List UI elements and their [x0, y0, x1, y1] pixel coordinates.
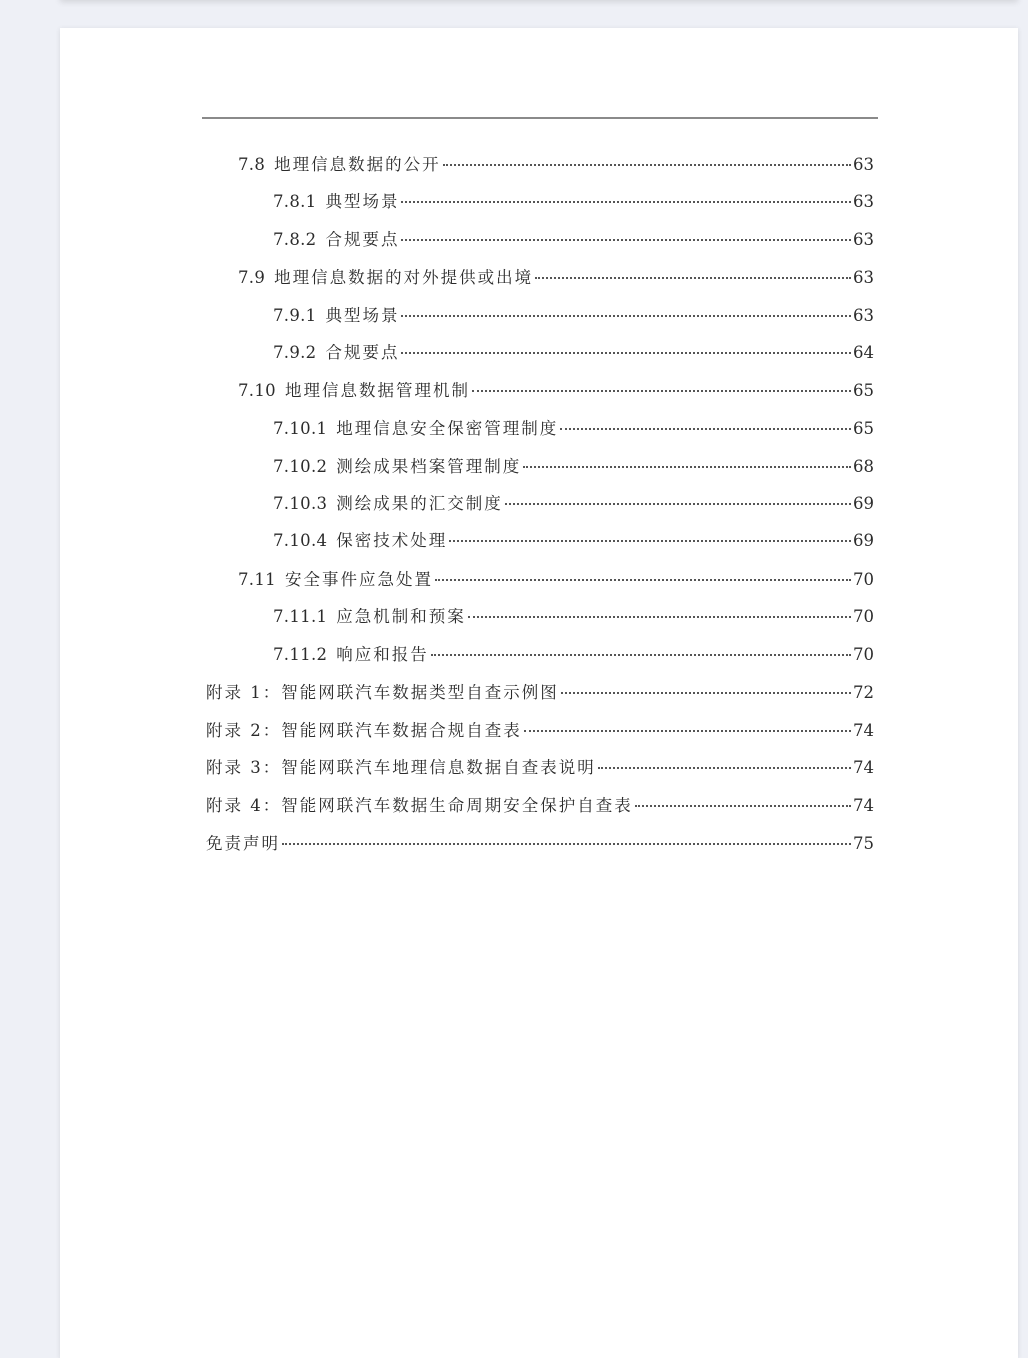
toc-entry-title: 附录 2：智能网联汽车数据合规自查表 [206, 721, 522, 740]
toc-entry-page: 63 [853, 192, 874, 211]
toc-entry-number: 7.10.4 [273, 531, 328, 550]
dot-leader [401, 352, 851, 354]
dot-leader [431, 654, 851, 656]
toc-entry-appendix-4[interactable] [206, 793, 874, 819]
dot-leader [282, 843, 851, 845]
dot-leader [472, 390, 851, 392]
toc-entry-page: 75 [853, 834, 874, 853]
toc-entry-title: 测绘成果的汇交制度 [336, 494, 503, 513]
toc-entry-title: 应急机制和预案 [336, 607, 466, 626]
toc-entry-title: 典型场景 [325, 192, 400, 211]
toc-entry-title: 地理信息安全保密管理制度 [336, 419, 559, 438]
toc-entry-title: 附录 1：智能网联汽车数据类型自查示例图 [206, 683, 559, 702]
toc-entry-page: 65 [853, 381, 874, 400]
toc-entry-number: 7.8 [238, 155, 266, 174]
dot-leader [401, 239, 851, 241]
toc-entry-page: 70 [853, 607, 874, 626]
toc-entry-title: 附录 3：智能网联汽车地理信息数据自查表说明 [206, 758, 596, 777]
toc-entry-title: 地理信息数据管理机制 [284, 381, 470, 400]
toc-entry-page: 72 [853, 683, 874, 702]
toc-entry-number: 7.10.3 [273, 494, 328, 513]
toc-entry-page: 69 [853, 531, 874, 550]
toc-entry-number: 7.8.2 [273, 230, 317, 249]
toc-entry-7-10-1[interactable] [273, 416, 874, 442]
dot-leader [449, 540, 851, 542]
toc-entry-page: 74 [853, 796, 874, 815]
toc-entry-title: 合规要点 [325, 230, 400, 249]
toc-entry-number: 7.9 [238, 268, 266, 287]
toc-entry-7-10-4[interactable] [273, 528, 874, 554]
toc-entry-7-9[interactable] [238, 265, 874, 291]
toc-entry-page: 69 [853, 494, 874, 513]
dot-leader [505, 503, 851, 505]
toc-entry-page: 74 [853, 721, 874, 740]
toc-entry-7-9-2[interactable] [273, 340, 874, 366]
dot-leader [401, 315, 851, 317]
toc-entry-title: 安全事件应急处置 [284, 570, 433, 589]
toc-entry-appendix-3[interactable] [206, 755, 874, 781]
dot-leader [443, 164, 851, 166]
toc-entry-title: 测绘成果档案管理制度 [336, 457, 522, 476]
toc-entry-page: 70 [853, 645, 874, 664]
toc-entry-page: 63 [853, 230, 874, 249]
toc-entry-number: 7.11 [238, 570, 276, 589]
toc-entry-7-10[interactable] [238, 378, 874, 404]
dot-leader [468, 616, 851, 618]
toc-entry-number: 7.11.2 [273, 645, 328, 664]
toc-entry-7-8-2[interactable] [273, 227, 874, 253]
toc-entry-7-8-1[interactable] [273, 189, 874, 215]
document-page [60, 28, 1018, 1358]
toc-entry-title: 响应和报告 [336, 645, 429, 664]
dot-leader [401, 201, 851, 203]
toc-entry-number: 7.11.1 [273, 607, 328, 626]
toc-entry-number: 7.10.2 [273, 457, 328, 476]
toc-entry-page: 65 [853, 419, 874, 438]
toc-entry-page: 63 [853, 306, 874, 325]
dot-leader [561, 692, 851, 694]
toc-entry-title: 合规要点 [325, 343, 400, 362]
toc-entry-7-8[interactable] [238, 152, 874, 178]
dot-leader [560, 428, 851, 430]
dot-leader [598, 767, 851, 769]
toc-entry-title: 附录 4：智能网联汽车数据生命周期安全保护自查表 [206, 796, 633, 815]
toc-entry-disclaimer[interactable] [206, 831, 874, 857]
toc-entry-7-10-2[interactable] [273, 454, 874, 480]
toc-entry-number: 7.9.1 [273, 306, 317, 325]
dot-leader [523, 466, 851, 468]
toc-entry-page: 68 [853, 457, 874, 476]
toc-entry-7-11-2[interactable] [273, 642, 874, 668]
toc-entry-number: 7.8.1 [273, 192, 317, 211]
toc-entry-7-11-1[interactable] [273, 604, 874, 630]
toc-entry-number: 7.9.2 [273, 343, 317, 362]
table-of-contents [60, 28, 1018, 928]
toc-entry-number: 7.10.1 [273, 419, 328, 438]
toc-entry-appendix-2[interactable] [206, 718, 874, 744]
dot-leader [535, 277, 851, 279]
dot-leader [435, 579, 851, 581]
toc-entry-7-9-1[interactable] [273, 303, 874, 329]
toc-entry-title: 典型场景 [325, 306, 400, 325]
toc-entry-page: 63 [853, 268, 874, 287]
toc-entry-7-11[interactable] [238, 567, 874, 593]
dot-leader [524, 730, 851, 732]
toc-entry-title: 免责声明 [206, 834, 280, 853]
toc-entry-title: 地理信息数据的对外提供或出境 [274, 268, 534, 287]
toc-entry-number: 7.10 [238, 381, 276, 400]
toc-entry-page: 74 [853, 758, 874, 777]
toc-entry-7-10-3[interactable] [273, 491, 874, 517]
dot-leader [635, 805, 851, 807]
toc-entry-page: 63 [853, 155, 874, 174]
toc-entry-page: 64 [853, 343, 874, 362]
toc-entry-title: 地理信息数据的公开 [274, 155, 441, 174]
toc-entry-title: 保密技术处理 [336, 531, 448, 550]
toc-entry-appendix-1[interactable] [206, 680, 874, 706]
toc-entry-page: 70 [853, 570, 874, 589]
